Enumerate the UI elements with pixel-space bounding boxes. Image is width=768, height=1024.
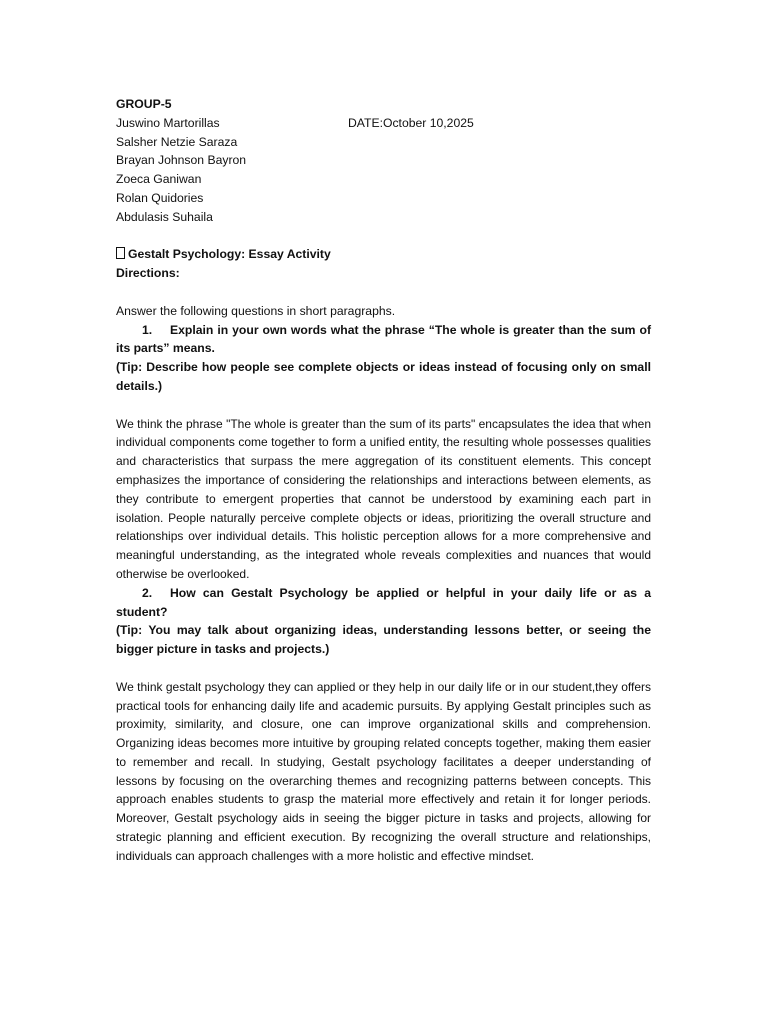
question-1-tip: (Tip: Describe how people see complete objects or ideas instead of focusing only on small details.) (116, 360, 651, 393)
question-2 (116, 584, 651, 622)
member-name: Abdulasis Suhaila (116, 209, 213, 224)
member-name: Juswino Martorillas (116, 115, 220, 130)
question-1 (116, 321, 651, 359)
question-text: How can Gestalt Psychology be applied or helpful in your daily life or as a student? (116, 585, 651, 619)
member-name: Brayan Johnson Bayron (116, 153, 247, 168)
spacer (116, 396, 651, 415)
member-row-1 (116, 114, 651, 133)
member-name: Salsher Netzie Saraza (116, 134, 238, 149)
member-name: Rolan Quidories (116, 190, 204, 205)
spacer (116, 283, 651, 302)
member-name: Zoeca Ganiwan (116, 172, 202, 187)
question-number: 2. (142, 585, 153, 600)
document-page (116, 95, 651, 866)
directions-label: Directions: (116, 266, 180, 281)
group-label: GROUP-5 (116, 97, 172, 111)
activity-title (116, 245, 651, 264)
activity-title-text: Gestalt Psychology: Essay Activity (128, 247, 331, 262)
answer-1: We think the phrase "The whole is greater than the sum of its parts" encapsulates the idea that when individual components come together to form a unified entity, the resulting whole possesses qualities and characteristics that surpass the mere aggregation of its constituent elements. This concept emphasizes the importance of considering the relationships and interactions between elements, as they contribute to emergent properties that cannot be understood by examining each part in isolation. People naturally perceive complete objects or ideas, prioritizing the overall structure and relationships over individual details. This holistic perception allows for a more comprehensive and meaningful understanding, as the integrated whole reveals complexities and nuances that would otherwise be overlooked. (116, 416, 651, 581)
answer-2: We think gestalt psychology they can applied or they help in our daily life or in our student,they offers practical tools for enhancing daily life and academic pursuits. By applying Gestalt principles such as proximity, similarity, and closure, one can improve organizational skills and comprehension. Organizing ideas becomes more intuitive by grouping related concepts together, making them easier to remember and recall. In studying, Gestalt psychology facilitates a deeper understanding of lessons by focusing on the overarching themes and recognizing patterns between concepts. This approach enables students to grasp the material more effectively and retain it for longer periods. Moreover, Gestalt psychology aids in seeing the bigger picture in tasks and projects, allowing for strategic planning and efficient execution. By recognizing the overall structure and relationships, individuals can approach challenges with a more holistic and effective mindset. (116, 679, 651, 863)
missing-glyph-icon (116, 247, 125, 259)
question-number: 1. (142, 322, 153, 337)
date-label: DATE:October 10,2025 (348, 115, 474, 130)
instruction-text: Answer the following questions in short paragraphs. (116, 303, 396, 318)
question-text: Explain in your own words what the phrase “The whole is greater than the sum of its parts” means. (116, 322, 651, 356)
spacer (116, 227, 651, 246)
spacer (116, 659, 651, 678)
question-2-tip: (Tip: You may talk about organizing ideas, understanding lessons better, or seeing the bigger picture in tasks and projects.) (116, 623, 651, 657)
